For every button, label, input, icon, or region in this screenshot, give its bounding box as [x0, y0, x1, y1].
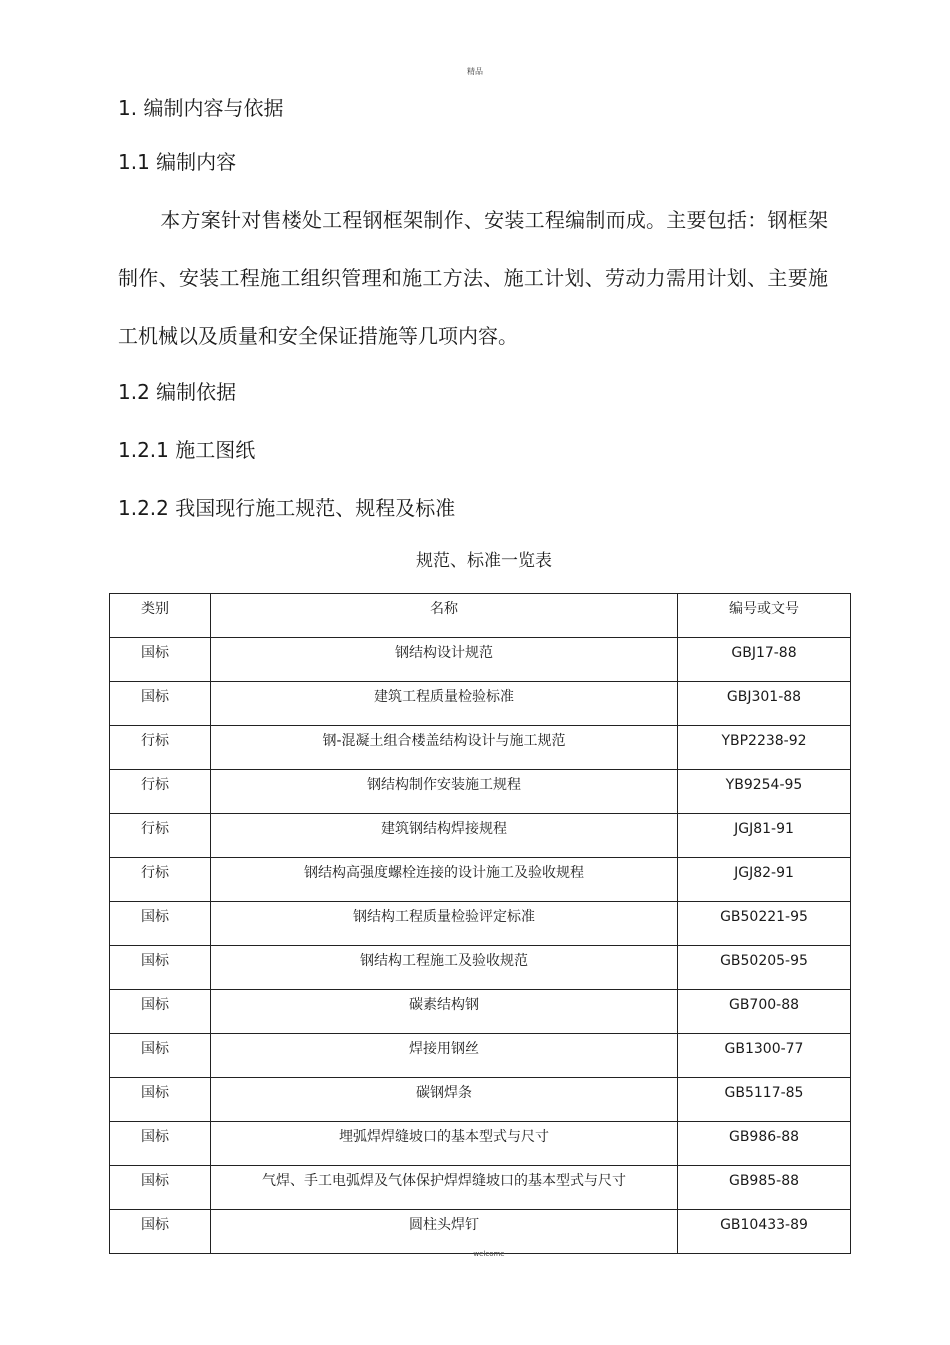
row-name-text: 焊接用钢丝 [409, 1041, 479, 1057]
row-code [678, 682, 851, 726]
row-code-text: GB700-88 [728, 997, 800, 1013]
row-code-text: GB50221-95 [720, 909, 808, 925]
row-category-text: 行标 [141, 865, 169, 881]
table-row [110, 726, 851, 770]
row-name [211, 946, 678, 990]
header-name-text: 名称 [430, 601, 458, 617]
row-name-text: 碳素结构钢 [409, 997, 479, 1013]
row-category [110, 1078, 211, 1122]
header-code [678, 594, 851, 638]
row-name [211, 726, 678, 770]
row-name [211, 638, 678, 682]
row-name [211, 1034, 678, 1078]
row-category [110, 814, 211, 858]
table-row [110, 990, 851, 1034]
header-category-text: 类别 [141, 601, 169, 617]
row-category-text: 国标 [141, 1217, 169, 1233]
table-row [110, 770, 851, 814]
heading-1-2: 1.2 编制依据 [118, 380, 237, 404]
row-category-text: 国标 [141, 645, 169, 661]
row-name-text: 建筑钢结构焊接规程 [381, 821, 507, 837]
table-caption: 规范、标准一览表 [416, 551, 552, 571]
row-code [678, 726, 851, 770]
table-header-row [110, 594, 851, 638]
row-name [211, 682, 678, 726]
row-code [678, 770, 851, 814]
row-name [211, 1078, 678, 1122]
page-header-mark: 精品 [467, 67, 483, 76]
row-category [110, 1210, 211, 1254]
row-name-text: 埋弧焊焊缝坡口的基本型式与尺寸 [339, 1129, 549, 1145]
table-row [110, 1034, 851, 1078]
row-name-text: 钢-混凝土组合楼盖结构设计与施工规范 [322, 733, 566, 749]
table-row [110, 946, 851, 990]
row-code-text: JGJ81-91 [734, 821, 794, 837]
heading-1-1: 1.1 编制内容 [118, 150, 237, 174]
row-code-text: GB1300-77 [724, 1041, 804, 1057]
row-code-text: GB986-88 [728, 1129, 800, 1145]
row-code [678, 1078, 851, 1122]
row-category-text: 国标 [141, 909, 169, 925]
row-category [110, 1034, 211, 1078]
heading-1: 1. 编制内容与依据 [118, 96, 284, 120]
row-code [678, 814, 851, 858]
row-name-text: 碳钢焊条 [416, 1085, 472, 1101]
table-row [110, 682, 851, 726]
row-code [678, 1210, 851, 1254]
table-row [110, 1078, 851, 1122]
heading-1-2-1: 1.2.1 施工图纸 [118, 438, 256, 462]
row-code-text: GBJ301-88 [726, 689, 802, 705]
row-name [211, 770, 678, 814]
row-code [678, 1166, 851, 1210]
row-category [110, 990, 211, 1034]
row-category-text: 国标 [141, 689, 169, 705]
row-category-text: 行标 [141, 733, 169, 749]
row-code [678, 1122, 851, 1166]
row-name [211, 814, 678, 858]
header-code-text: 编号或文号 [729, 601, 799, 617]
standards-table [109, 593, 851, 1254]
row-name [211, 858, 678, 902]
row-name [211, 1210, 678, 1254]
row-category [110, 770, 211, 814]
heading-1-2-2: 1.2.2 我国现行施工规范、规程及标准 [118, 496, 456, 520]
row-category-text: 国标 [141, 997, 169, 1013]
row-name-text: 钢结构高强度螺栓连接的设计施工及验收规程 [304, 865, 584, 881]
row-code-text: GB985-88 [728, 1173, 800, 1189]
table-row [110, 858, 851, 902]
row-code-text: GB10433-89 [720, 1217, 808, 1233]
row-code [678, 638, 851, 682]
page-footer-mark: welcome [473, 1250, 505, 1258]
row-name-text: 气焊、手工电弧焊及气体保护焊焊缝坡口的基本型式与尺寸 [262, 1173, 626, 1189]
row-name-text: 建筑工程质量检验标准 [374, 689, 514, 705]
table-row [110, 1166, 851, 1210]
row-category-text: 国标 [141, 1041, 169, 1057]
row-category [110, 726, 211, 770]
row-category-text: 国标 [141, 953, 169, 969]
row-code [678, 990, 851, 1034]
row-code [678, 1034, 851, 1078]
row-category-text: 行标 [141, 777, 169, 793]
row-name [211, 902, 678, 946]
table-row [110, 814, 851, 858]
table-row [110, 1122, 851, 1166]
row-name-text: 钢结构设计规范 [395, 645, 493, 661]
row-category [110, 902, 211, 946]
row-code-text: GB5117-85 [724, 1085, 804, 1101]
row-code [678, 902, 851, 946]
row-category-text: 国标 [141, 1129, 169, 1145]
row-code [678, 858, 851, 902]
row-code-text: YB9254-95 [725, 777, 803, 793]
row-name [211, 1166, 678, 1210]
intro-paragraph-text: 本方案针对售楼处工程钢框架制作、安装工程编制而成。主要包括：钢框架制作、安装工程施工组织管理和施工方法、施工计划、劳动力需用计划、主要施工机械以及质量和安全保证措施等几项内容。 [118, 208, 828, 348]
intro-paragraph [118, 191, 828, 365]
table-row [110, 638, 851, 682]
row-category-text: 国标 [141, 1085, 169, 1101]
row-category-text: 国标 [141, 1173, 169, 1189]
row-category-text: 行标 [141, 821, 169, 837]
row-category [110, 638, 211, 682]
row-code [678, 946, 851, 990]
table-row [110, 1210, 851, 1254]
row-code-text: GB50205-95 [720, 953, 808, 969]
row-code-text: JGJ82-91 [734, 865, 794, 881]
row-name-text: 钢结构工程施工及验收规范 [360, 953, 528, 969]
row-name [211, 1122, 678, 1166]
row-category [110, 858, 211, 902]
row-name-text: 钢结构工程质量检验评定标准 [353, 909, 535, 925]
table-row [110, 902, 851, 946]
row-code-text: YBP2238-92 [721, 733, 807, 749]
row-name-text: 圆柱头焊钉 [409, 1217, 479, 1233]
row-category [110, 946, 211, 990]
header-name [211, 594, 678, 638]
row-name-text: 钢结构制作安装施工规程 [367, 777, 521, 793]
row-code-text: GBJ17-88 [731, 645, 797, 661]
row-name [211, 990, 678, 1034]
row-category [110, 682, 211, 726]
header-category [110, 594, 211, 638]
row-category [110, 1166, 211, 1210]
row-category [110, 1122, 211, 1166]
